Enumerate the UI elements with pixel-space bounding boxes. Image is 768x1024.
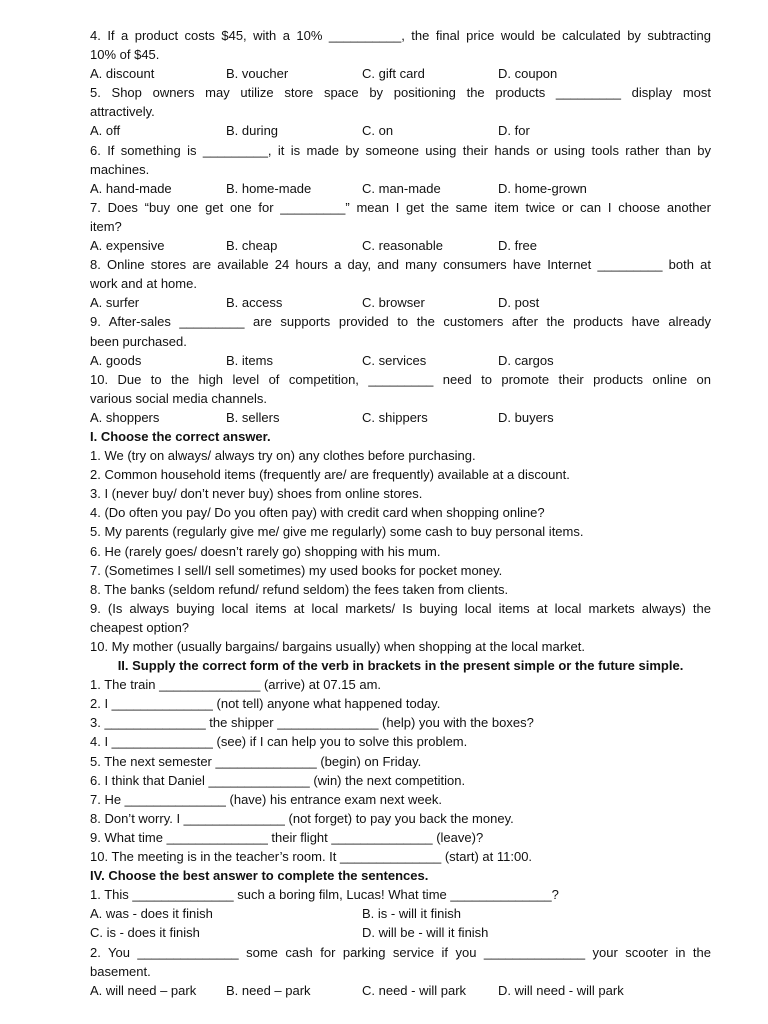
text-line: item? — [90, 218, 122, 234]
answer-option: C. shippers — [362, 409, 428, 425]
text-line: 8. The banks (seldom refund/ refund seldom) the fees taken from clients. — [90, 581, 509, 597]
text-line: 7. He ______________ (have) his entrance exam next week. — [90, 791, 442, 807]
answer-option: A. expensive — [90, 238, 165, 254]
text-line: 8. Don’t worry. I ______________ (not forget) to pay you back the money. — [90, 810, 514, 826]
answer-option: B. cheap — [226, 238, 278, 254]
answer-options — [90, 121, 711, 140]
answer-option: C. gift card — [362, 66, 425, 82]
text-line: 10% of $45. — [90, 47, 160, 63]
answer-options — [90, 293, 711, 312]
answer-option: B. home-made — [226, 180, 312, 196]
text-line: machines. — [90, 161, 150, 177]
answer-option: B. need – park — [226, 982, 311, 998]
answer-options — [90, 64, 711, 83]
text-line: 10. The meeting is in the teacher’s room. It ______________ (start) at 11:00. — [90, 849, 533, 865]
answer-options — [90, 408, 711, 427]
answer-options — [90, 981, 711, 1000]
text-line: 9. What time ______________ their flight ______________ (leave)? — [90, 829, 484, 845]
answer-option: D. coupon — [498, 66, 558, 82]
answer-options — [90, 351, 711, 370]
answer-option: A. will need – park — [90, 982, 197, 998]
worksheet — [90, 26, 711, 1000]
text-line: 3. I (never buy/ don’t never buy) shoes from online stores. — [90, 486, 423, 502]
text-line: 2. You ______________ some cash for parking service if you ______________ your scooter in the — [90, 944, 711, 960]
answer-option: B. access — [226, 295, 283, 311]
text-line: 7. Does “buy one get one for _________” mean I get the same item twice or can I choose another — [90, 199, 711, 215]
text-line: 10. My mother (usually bargains/ bargains usually) when shopping at the local market. — [90, 639, 585, 654]
answer-options — [90, 904, 711, 923]
answer-option: C. man-made — [362, 180, 441, 196]
section-heading: IV. Choose the best answer to complete the sentences. — [90, 868, 429, 884]
answer-option: C. reasonable — [362, 238, 443, 254]
answer-option: D. buyers — [498, 409, 554, 425]
text-line: basement. — [90, 963, 151, 979]
text-line: 2. I ______________ (not tell) anyone what happened today. — [90, 696, 441, 712]
text-line: been purchased. — [90, 333, 187, 349]
answer-option: B. sellers — [226, 409, 280, 425]
answer-option: C. is - does it finish — [90, 925, 200, 941]
text-line: 1. We (try on always/ always try on) any clothes before purchasing. — [90, 448, 476, 464]
text-line: 5. My parents (regularly give me/ give me regularly) some cash to buy personal items. — [90, 524, 584, 540]
answer-option: D. will need - will park — [498, 982, 624, 998]
text-line: attractively. — [90, 104, 155, 120]
text-line: 5. The next semester ______________ (begin) on Friday. — [90, 753, 422, 769]
answer-option: A. off — [90, 123, 121, 139]
answer-option: D. cargos — [498, 352, 554, 368]
text-line: various social media channels. — [90, 390, 268, 406]
text-line: 3. ______________ the shipper ______________ (help) you with the boxes? — [90, 715, 534, 731]
answer-option: D. free — [498, 238, 538, 254]
text-line: 10. Due to the high level of competition, _________ need to promote their products online on — [90, 371, 711, 387]
answer-option: C. need - will park — [362, 982, 467, 998]
answer-option: D. will be - will it finish — [362, 925, 489, 941]
text-line: 1. This ______________ such a boring film, Lucas! What time ______________? — [90, 887, 559, 903]
text-line: 6. If something is _________, it is made by someone using their hands or using tools rather than by — [90, 142, 711, 158]
answer-option: C. on — [362, 123, 394, 139]
text-line: 4. If a product costs $45, with a 10% __________, the final price would be calculated by subtracting — [90, 28, 711, 43]
answer-option: A. discount — [90, 66, 155, 82]
answer-option: D. for — [498, 123, 530, 139]
answer-option: D. post — [498, 295, 540, 311]
text-line: work and at home. — [90, 276, 197, 292]
answer-option: B. voucher — [226, 66, 289, 82]
text-line: cheapest option? — [90, 619, 190, 635]
text-line: 9. After-sales _________ are supports provided to the customers after the products have already — [90, 314, 711, 330]
text-line: 8. Online stores are available 24 hours a day, and many consumers have Internet _________ both at — [90, 257, 711, 273]
text-line: 6. He (rarely goes/ doesn’t rarely go) shopping with his mum. — [90, 543, 441, 559]
answer-option: B. items — [226, 352, 273, 368]
answer-options — [90, 179, 711, 198]
answer-option: B. is - will it finish — [362, 906, 461, 922]
answer-option: B. during — [226, 123, 279, 139]
answer-option: A. goods — [90, 352, 142, 368]
section-heading: II. Supply the correct form of the verb in brackets in the present simple or the future simple. — [117, 658, 684, 674]
answer-option: D. home-grown — [498, 180, 587, 196]
text-line: 6. I think that Daniel ______________ (win) the next competition. — [90, 772, 466, 788]
answer-option: C. services — [362, 352, 427, 368]
text-line: 4. (Do often you pay/ Do you often pay) with credit card when shopping online? — [90, 505, 545, 521]
answer-option: A. hand-made — [90, 180, 172, 196]
text-line: 7. (Sometimes I sell/I sell sometimes) my used books for pocket money. — [90, 562, 503, 578]
text-line: 9. (Is always buying local items at local markets/ Is buying local items at local markets always) the — [90, 600, 711, 616]
text-line: 4. I ______________ (see) if I can help you to solve this problem. — [90, 734, 468, 750]
answer-option: A. surfer — [90, 295, 140, 311]
text-line: 5. Shop owners may utilize store space by positioning the products _________ display most — [90, 85, 711, 101]
text-line: 1. The train ______________ (arrive) at 07.15 am. — [90, 677, 382, 693]
text-line: 2. Common household items (frequently are/ are frequently) available at a discount. — [90, 467, 570, 483]
answer-options — [90, 236, 711, 255]
answer-option: A. shoppers — [90, 409, 160, 425]
section-heading: I. Choose the correct answer. — [90, 428, 271, 444]
answer-option: A. was - does it finish — [90, 906, 213, 922]
answer-options — [90, 923, 711, 942]
answer-option: C. browser — [362, 295, 425, 311]
